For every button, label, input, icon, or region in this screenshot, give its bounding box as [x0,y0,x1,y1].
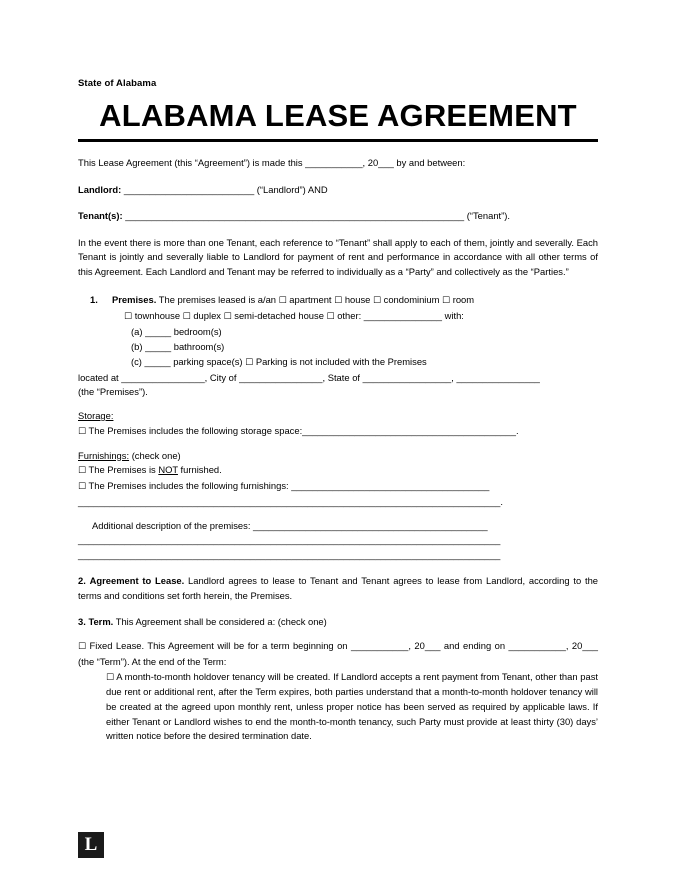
checkbox-apartment-icon[interactable]: ☐ [278,295,287,306]
option-apartment: apartment [289,293,332,305]
furnishings-includes-label: The Premises includes the following furnishings: ______________________________________ [88,480,490,492]
furnishings-not-emphasis: NOT [158,464,178,476]
checkbox-holdover-icon[interactable]: ☐ [106,672,115,683]
term-text: This Agreement shall be considered a: (check one) [115,616,327,628]
premises-label: Premises. [112,293,157,305]
landlord-line [78,183,598,198]
agreement-to-lease-section [78,574,598,603]
option-condominium: condominium [383,293,440,305]
agreement-to-lease-label: Agreement to Lease. [89,575,185,587]
option-house: house [344,293,371,305]
additional-description-line3: _________________________________________________________________________________ [78,548,501,560]
multiple-tenants-paragraph: In the event there is more than one Tenant, each reference to “Tenant” shall apply to each of them, jointly and severally. Each Tenant is jointly and severally liable to Landlord for payment of rent and performance in accordance with all other terms of this Agreement. Each Landlord and Tenant may be referred to individually as a “Party” and collectively as the “Parties.” [78,236,598,277]
term-number: 3. [78,616,86,628]
furnishings-includes-line2: _________________________________________________________________________________. [78,495,503,507]
option-semi-detached-house: semi-detached house [234,309,324,321]
premises-item [90,292,598,371]
intro-made-this: This Lease Agreement (this “Agreement”) is made this ___________, 20___ by and between: [78,157,466,169]
furnishings-includes-row [78,479,598,495]
tenant-line [78,209,598,224]
checkbox-storage-icon[interactable]: ☐ [78,426,87,437]
furnishings-heading: Furnishings: [78,449,130,461]
term-label: Term. [88,616,114,628]
checkbox-no-parking-icon[interactable]: ☐ [245,358,254,369]
checkbox-other-icon[interactable]: ☐ [326,311,335,322]
checkbox-house-icon[interactable]: ☐ [334,295,343,306]
additional-description-line2: _________________________________________________________________________________ [78,534,501,546]
state-line: State of Alabama [78,78,157,89]
checkbox-condominium-icon[interactable]: ☐ [372,295,382,306]
furnishings-heading-row [78,449,598,464]
furnishings-not-label: The Premises is NOT furnished. [88,464,222,476]
agreement-to-lease-number: 2. [78,575,86,587]
tenant-label: Tenant(s): [78,210,123,222]
premises-lead: The premises leased is a/an [158,293,276,305]
agreement-to-lease-text: Landlord agrees to lease to Tenant and Tenant agrees to lease from Landlord, according to the terms and conditions set forth herein, the Premises. [78,575,599,601]
furnishings-check-one: (check one) [131,449,181,461]
title-divider [78,139,598,142]
checkbox-fixed-lease-icon[interactable]: ☐ [78,642,87,652]
premises-bedrooms: (a) _____ bedroom(s) [131,326,222,338]
option-other: other: _______________ [337,309,443,321]
checkbox-includes-furnishings-icon[interactable]: ☐ [78,482,87,493]
furnishings-not-row [78,463,598,479]
checkbox-townhouse-icon[interactable]: ☐ [124,311,133,322]
term-section [78,615,598,630]
option-room: room [452,293,475,305]
premises-number: 1. [90,293,98,305]
checkbox-room-icon[interactable]: ☐ [442,295,451,306]
checkbox-not-furnished-icon[interactable]: ☐ [78,466,87,477]
fixed-lease-row [78,639,598,670]
landlord-label: Landlord: [78,183,122,195]
premises-section [78,292,598,371]
fixed-lease-label: Fixed Lease. This Agreement will be for a term beginning on ___________, 20___ and ending on ___________, 20___ (the “Term”). At the end of the Term: [78,640,598,667]
option-duplex: duplex [193,309,221,321]
holdover-row [106,670,598,744]
page-title: ALABAMA LEASE AGREEMENT [99,98,577,133]
located-at-line: located at ________________, City of ________________, State of _________________, ________________ [78,371,540,383]
storage-heading: Storage: [78,409,114,421]
premises-parking-label: Parking is not included with the Premises [255,356,427,368]
logo: L [78,832,104,858]
premises-quote-line: (the “Premises”). [78,386,148,398]
landlord-blank: _________________________ (“Landlord”) AND [123,183,328,195]
checkbox-semi-detached-icon[interactable]: ☐ [223,311,232,322]
options-row2-suffix: with: [444,309,464,321]
tenant-blank: _________________________________________________________________ (“Tenant”). [125,210,510,222]
premises-parking-count: (c) _____ parking space(s) [131,356,243,368]
option-townhouse: townhouse [134,309,181,321]
holdover-label: A month-to-month holdover tenancy will be created. If Landlord accepts a rent payment from Tenant, other than past due rent or additional rent, after the Term expires, both parties understand that a month-to-month holdover tenancy will be created at the agreed upon monthly rent, unless proper notice has been served as required by applicable laws. If either Tenant or Landlord wishes to end the month-to-month tenancy, such Party must provide at least thirty (30) days’ written notice before the desired termination date. [106,670,598,742]
premises-parking [131,354,598,370]
premises-options-row2 [124,310,464,321]
storage-option-row [78,424,598,440]
storage-option-label: The Premises includes the following storage space:_________________________________________. [88,424,519,436]
checkbox-duplex-icon[interactable]: ☐ [182,311,191,322]
additional-description-line1: Additional description of the premises: _____________________________________________ [92,519,488,531]
premises-bathrooms: (b) _____ bathroom(s) [131,341,225,353]
